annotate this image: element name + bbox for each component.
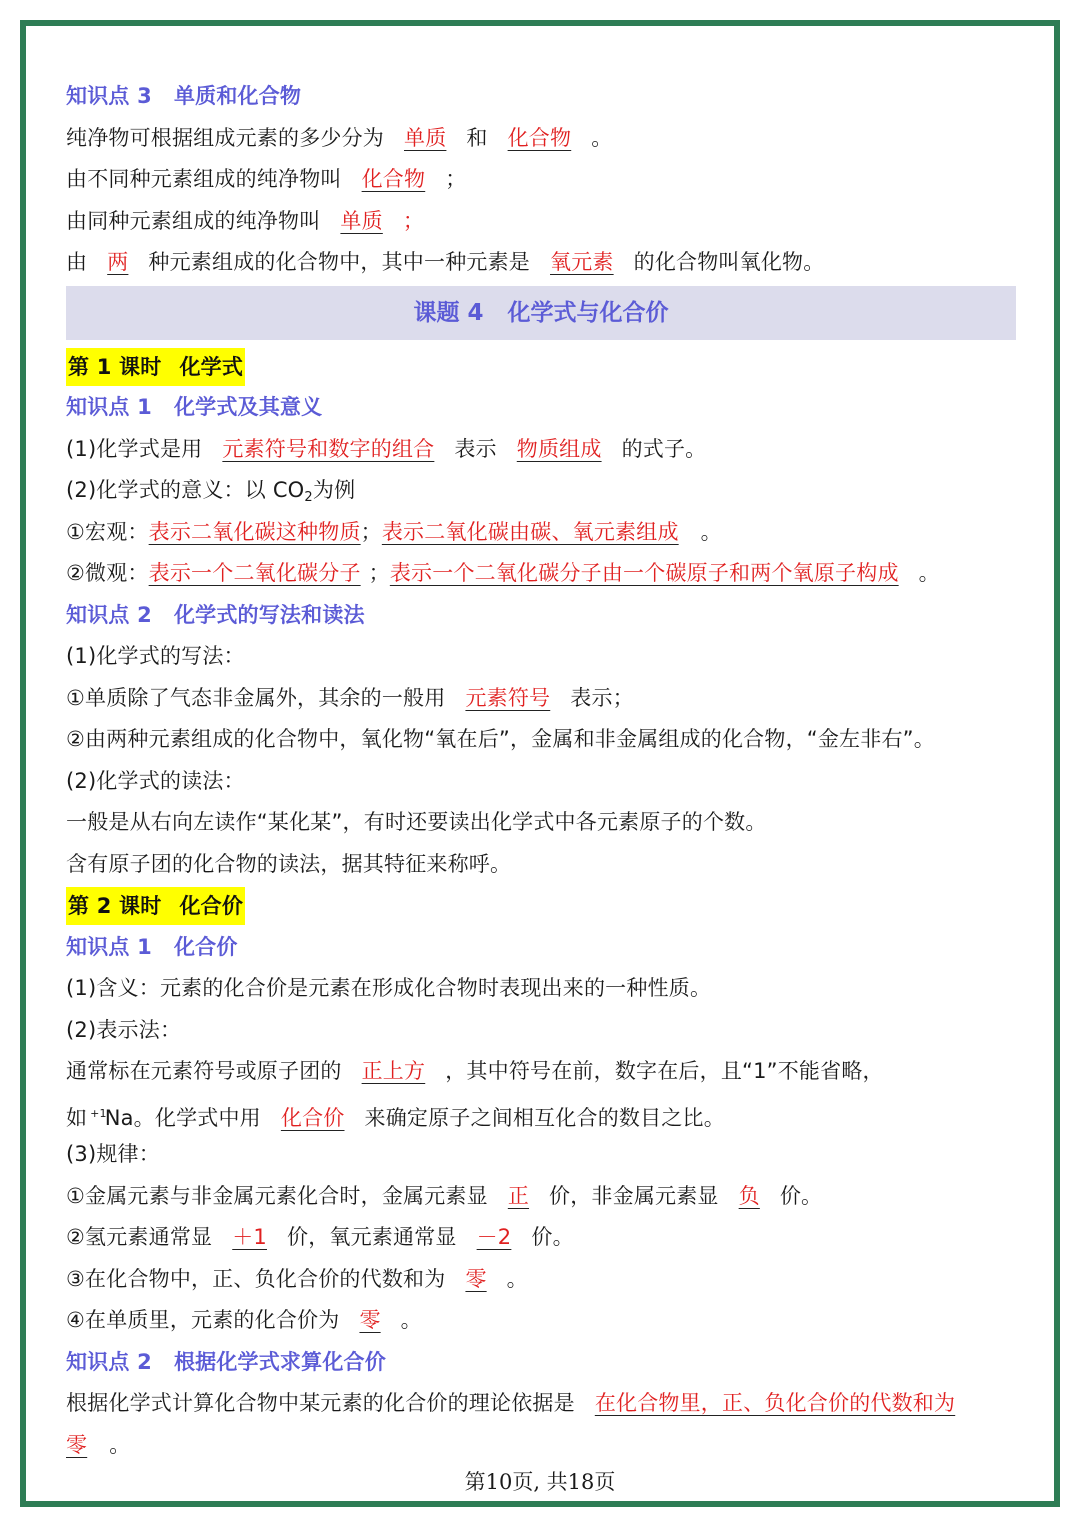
banner-title: 化学式与化合价 xyxy=(507,299,669,326)
heading-text: 单质和化合物 xyxy=(173,84,302,108)
answer-blank: 正 xyxy=(507,1183,530,1208)
text-line: 由不同种元素组成的纯净物叫 化合物 ； xyxy=(66,167,467,191)
answer-blank: 化合价 xyxy=(280,1105,345,1130)
text-line: ①宏观：表示二氧化碳这种物质；表示二氧化碳由碳、氧元素组成 。 xyxy=(66,519,722,544)
answer-blank: 零 xyxy=(66,1432,88,1457)
document-body xyxy=(66,76,1016,1466)
text-line: ②氢元素通常显 ＋1 价，氧元素通常显 －2 价。 xyxy=(66,1225,574,1249)
banner-number: 课题 4 xyxy=(413,299,484,326)
answer-blank: 表示一个二氧化碳分子由一个碳原子和两个氧原子构成 xyxy=(389,561,899,585)
answer-blank: 单质 xyxy=(404,125,447,150)
answer-blank: 零 xyxy=(465,1266,487,1291)
answer-blank: 表示二氧化碳这种物质 xyxy=(148,519,361,544)
text-line: (1)含义：元素的化合价是元素在形成化合物时表现出来的一种性质。 xyxy=(66,976,712,1000)
section-heading xyxy=(66,76,1016,118)
text-line: 一般是从右向左读作“某化某”，有时还要读出化学式中各元素原子的个数。 xyxy=(66,810,767,834)
answer-blank: 物质组成 xyxy=(516,436,602,461)
text-line: 零 。 xyxy=(66,1432,131,1457)
text-line: 如 $^{+1}$Na。化学式中用 化合价 来确定原子之间相互化合的数目之比。 xyxy=(66,1105,725,1130)
valence-mark: +1 xyxy=(90,1106,107,1120)
lesson-heading: 第 1 课时 化学式 xyxy=(66,346,1016,388)
section-heading: 知识点 1 化合价 xyxy=(66,934,238,959)
heading-number: 知识点 3 xyxy=(66,84,152,108)
answer-blank: －2 xyxy=(476,1225,512,1249)
topic-banner xyxy=(66,286,1016,340)
text-line: ②微观：表示一个二氧化碳分子 ；表示一个二氧化碳分子由一个碳原子和两个氧原子构成 。 xyxy=(66,561,940,585)
answer-blank: 元素符号 xyxy=(465,685,551,710)
text-line: ④在单质里，元素的化合价为 零 。 xyxy=(66,1308,422,1332)
answer-blank: ＋1 xyxy=(232,1225,267,1249)
answer-blank: 在化合物里，正、负化合价的代数和为 xyxy=(594,1391,956,1415)
text-line: 通常标在元素符号或原子团的 正上方 ，其中符号在前，数字在后，且“1”不能省略， xyxy=(66,1059,884,1083)
answer-blank: 表示二氧化碳由碳、氧元素组成 xyxy=(381,519,679,544)
text-line: ②由两种元素组成的化合物中，氧化物“氧在后”，金属和非金属组成的化合物，“金左非右”。 xyxy=(66,727,935,751)
answer-blank: 化合物 xyxy=(507,125,572,150)
answer-blank: 正上方 xyxy=(361,1059,426,1083)
text-line: ①单质除了气态非金属外，其余的一般用 元素符号 表示； xyxy=(66,685,634,710)
section-heading: 知识点 1 化学式及其意义 xyxy=(66,395,323,419)
page-number: 第10页, 共18页 xyxy=(464,1470,616,1494)
text-line: (2)化学式的读法： xyxy=(66,768,245,793)
answer-blank: 零 xyxy=(359,1308,381,1332)
text-line: 含有原子团的化合物的读法，据其特征来称呼。 xyxy=(66,851,512,876)
text-line: 纯净物可根据组成元素的多少分为 单质 和 化合物 。 xyxy=(66,125,613,150)
answer-blank: 负 xyxy=(738,1183,760,1208)
text-line: (2)化学式的意义：以 $CO_2$为例 xyxy=(66,478,356,505)
answer-blank: 化合物 xyxy=(361,167,426,191)
answer-blank: 单质 xyxy=(340,208,383,233)
text-line: ③在化合物中，正、负化合价的代数和为 零 。 xyxy=(66,1266,528,1291)
text-line: (2)表示法： xyxy=(66,1017,182,1042)
section-heading: 知识点 2 根据化学式求算化合价 xyxy=(66,1349,386,1374)
text-line: (1)化学式的写法： xyxy=(66,644,245,668)
text-line: (1)化学式是用 元素符号和数字的组合 表示 物质组成 的式子。 xyxy=(66,436,707,461)
text-line: 根据化学式计算化合物中某元素的化合价的理论依据是 在化合物里，正、负化合价的代数和为 xyxy=(66,1391,956,1415)
section-heading: 知识点 2 化学式的写法和读法 xyxy=(66,602,365,627)
text-line: 由同种元素组成的纯净物叫 单质 ； xyxy=(66,208,425,233)
text-line: ①金属元素与非金属元素化合时，金属元素显 正 价，非金属元素显 负 价。 xyxy=(66,1183,823,1208)
text-line: 由 两 种元素组成的化合物中，其中一种元素是 氧元素 的化合物叫氧化物。 xyxy=(66,250,825,274)
answer-blank: 表示一个二氧化碳分子 xyxy=(148,561,361,585)
answer-blank: 氧元素 xyxy=(550,250,614,274)
answer-blank: 元素符号和数字的组合 xyxy=(222,436,435,461)
answer-blank: 两 xyxy=(107,250,129,274)
text-line: (3)规律： xyxy=(66,1142,160,1166)
lesson-heading: 第 2 课时 化合价 xyxy=(66,885,1016,927)
